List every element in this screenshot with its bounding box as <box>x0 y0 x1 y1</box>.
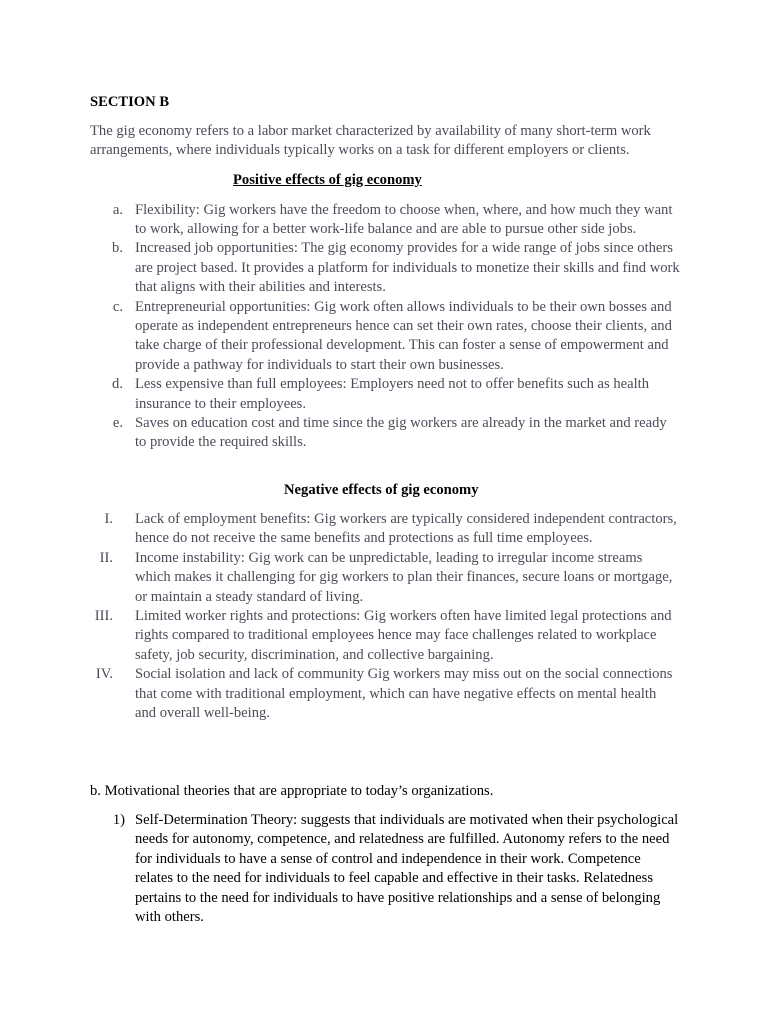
list-item-text: Entrepreneurial opportunities: Gig work often allows individuals to be their own bosses and operate as independent entrepreneurs hence can set their own rates, choose their clients, and take charge of their professional development. This can foster a sense of empowerment and provide a pathway for individuals to start their own businesses. <box>135 298 672 373</box>
list-marker: d. <box>112 376 123 393</box>
list-item <box>0 201 680 240</box>
negative-effects-list <box>0 510 680 723</box>
list-marker: IV. <box>95 666 113 683</box>
list-item-text: Income instability: Gig work can be unpredictable, leading to irregular income streams which makes it challenging for gig workers to plan their finances, secure loans or mortgage, or maintain a steady standard of living. <box>135 549 673 605</box>
list-item-text: Limited worker rights and protections: Gig workers often have limited legal protections and rights compared to traditional employees hence may face challenges related to workplace safety, job security, discrimination, and collective bargaining. <box>135 608 672 663</box>
list-item <box>0 510 680 549</box>
list-marker: b. <box>112 240 123 257</box>
motivational-theories-list <box>0 811 680 927</box>
list-item-text: Increased job opportunities: The gig economy provides for a wide range of jobs since others are project based. It provides a platform for individuals to monetize their skills and find work that aligns with their abilities and interests. <box>135 240 680 296</box>
list-item-text: Less expensive than full employees: Employers need not to offer benefits such as health insurance to their employees. <box>135 376 650 412</box>
list-marker: III. <box>94 608 113 625</box>
positive-effects-title: Positive effects of gig economy <box>233 172 422 188</box>
list-item <box>0 298 680 376</box>
list-marker: a. <box>112 201 123 218</box>
list-item-text: Flexibility: Gig workers have the freedom to choose when, where, and how much they want to work, allowing for a better work-life balance and are able to pursue other side jobs. <box>135 201 673 237</box>
section-heading: SECTION B <box>90 94 170 110</box>
list-item <box>0 414 680 453</box>
intro-paragraph: The gig economy refers to a labor market characterized by availability of many short-term work arrangements, where individuals typically works on a task for different employers or clients. <box>90 123 651 159</box>
list-item-text: Self-Determination Theory: suggests that individuals are motivated when their psychological needs for autonomy, competence, and relatedness are fulfilled. Autonomy refers to the need for individuals to have a sense of control and independence in their work. Competence relates to the need for individuals to feel capable and effective in their tasks. Relatedness pertains to the need for individuals to have positive relationships and a sense of belonging with others. <box>135 812 679 926</box>
list-item <box>0 375 680 414</box>
list-item <box>0 811 680 927</box>
list-item <box>0 549 680 607</box>
positive-effects-list <box>0 201 680 453</box>
list-marker: 1) <box>112 812 125 828</box>
list-item-text: Lack of employment benefits: Gig workers are typically considered independent contractors, hence do not receive the same benefits and protections as full time employees. <box>135 511 677 547</box>
list-item-text: Social isolation and lack of community Gig workers may miss out on the social connections that come with traditional employment, which can have negative effects on mental health and overall well-being. <box>135 666 673 722</box>
list-marker: I. <box>104 511 113 527</box>
list-item <box>0 665 680 723</box>
list-item <box>0 607 680 665</box>
list-item <box>0 239 680 297</box>
list-item-text: Saves on education cost and time since the gig workers are already in the market and ready to provide the required skills. <box>135 414 667 451</box>
list-marker: e. <box>112 414 123 431</box>
list-marker: II. <box>99 549 113 566</box>
list-marker: c. <box>112 298 123 315</box>
negative-effects-title: Negative effects of gig economy <box>284 482 479 498</box>
part-b-heading: b. Motivational theories that are appropriate to today’s organizations. <box>90 783 494 799</box>
